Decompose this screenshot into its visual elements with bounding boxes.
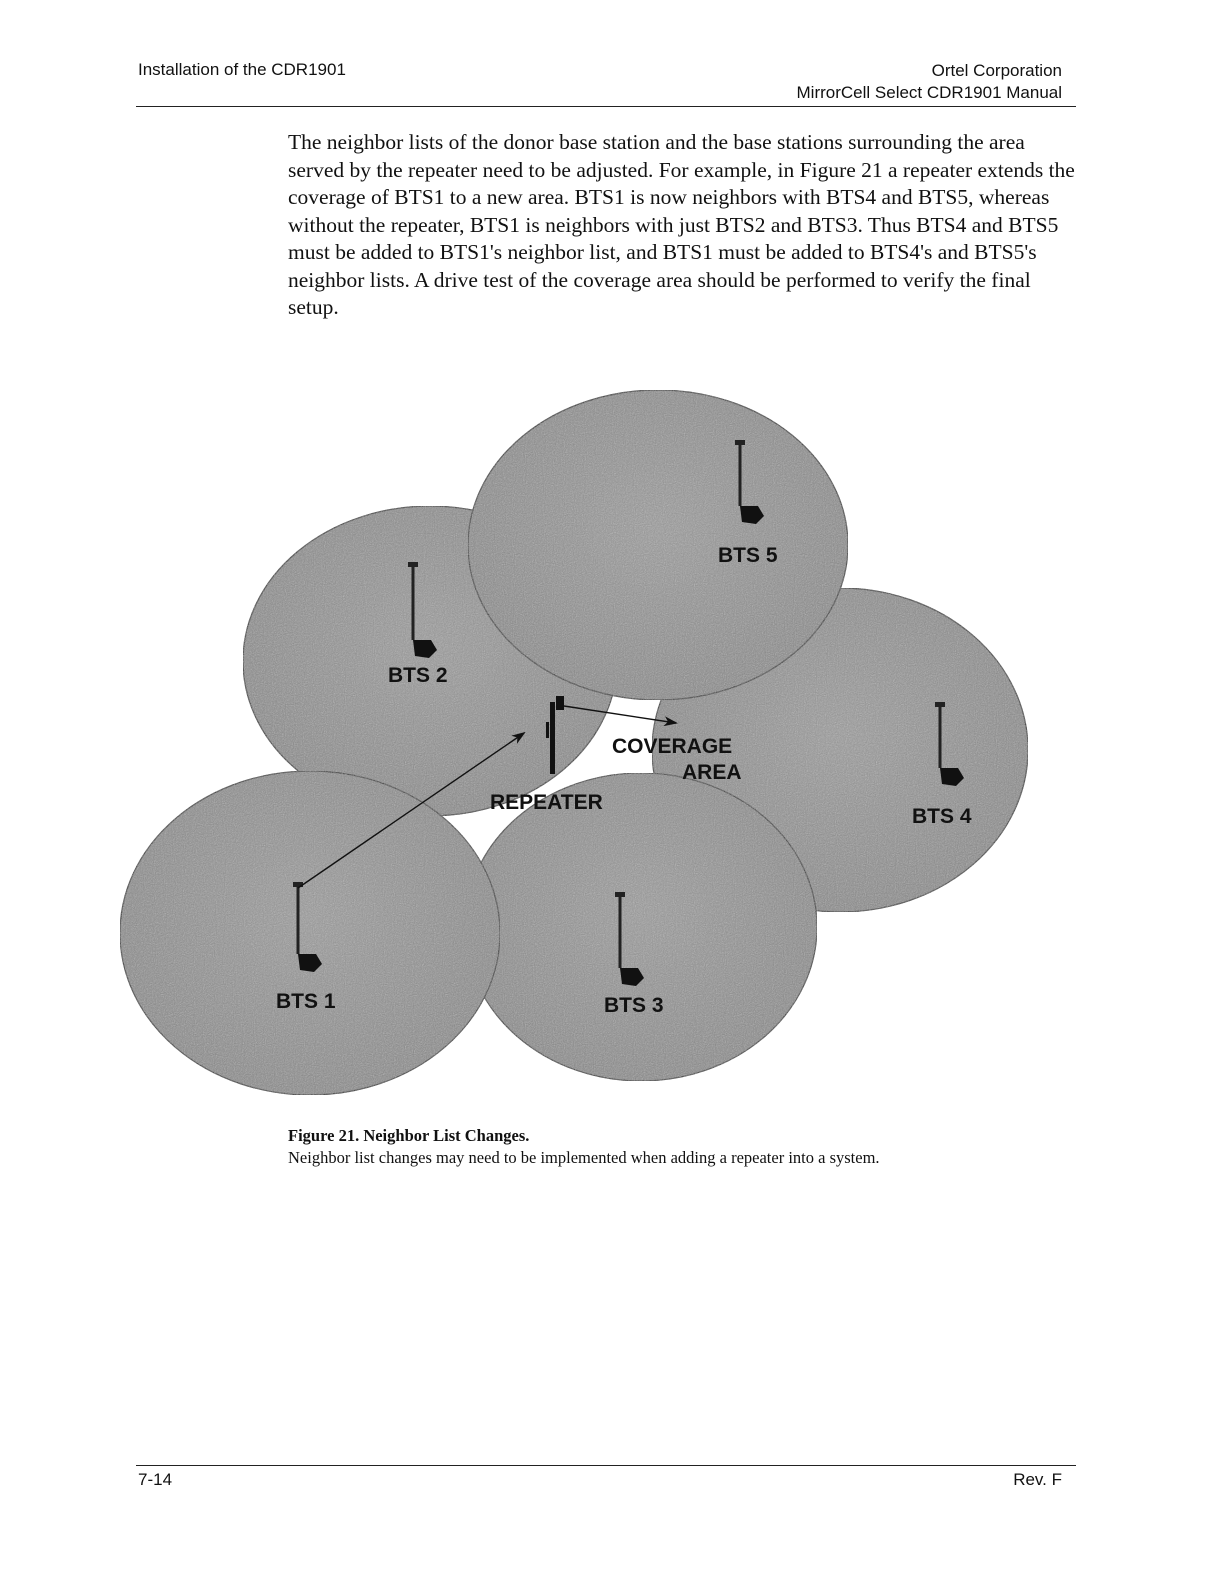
label-area: AREA <box>682 761 742 784</box>
header-manual-info <box>797 60 1062 104</box>
label-bts3: BTS 3 <box>604 994 664 1017</box>
header-manual-title: MirrorCell Select CDR1901 Manual <box>796 83 1062 102</box>
label-coverage: COVERAGE <box>612 735 733 758</box>
caption-title: Figure 21. Neighbor List Changes. <box>288 1126 530 1145</box>
label-bts1: BTS 1 <box>276 990 336 1013</box>
label-bts5: BTS 5 <box>718 544 778 567</box>
label-repeater: REPEATER <box>490 791 603 814</box>
label-bts2: BTS 2 <box>388 664 448 687</box>
neighbor-list-figure <box>100 380 972 1110</box>
header-section-title: Installation of the CDR1901 <box>138 60 346 79</box>
body-paragraph: The neighbor lists of the donor base station and the base stations surrounding the area served by the repeater need to be adjusted. For example, in Figure 21 a repeater extends the coverage of BTS1 to a new area. BTS1 is now neighbors with BTS4 and BTS5, whereas without the repeater, BTS1 is neighbors with just BTS2 and BTS3. Thus BTS4 and BTS5 must be added to BTS1's neighbor list, and BTS1 must be added to BTS4's and BTS5's neighbor lists. A drive test of the coverage area should be performed to verify the final setup. <box>288 130 1075 319</box>
caption-text: Neighbor list changes may need to be implemented when adding a repeater into a system. <box>288 1148 880 1167</box>
cell-bts5 <box>468 390 848 700</box>
label-bts4: BTS 4 <box>912 805 972 828</box>
header-rule <box>136 106 1076 107</box>
revision-label: Rev. F <box>1013 1470 1062 1489</box>
page-number: 7-14 <box>138 1470 173 1489</box>
footer-rule <box>136 1465 1076 1466</box>
figure-caption <box>288 1125 1088 1169</box>
cell-bts1 <box>120 771 500 1095</box>
header-company: Ortel Corporation <box>931 61 1062 80</box>
coverage-diagram <box>100 380 972 1110</box>
cell-bts3 <box>465 773 817 1081</box>
